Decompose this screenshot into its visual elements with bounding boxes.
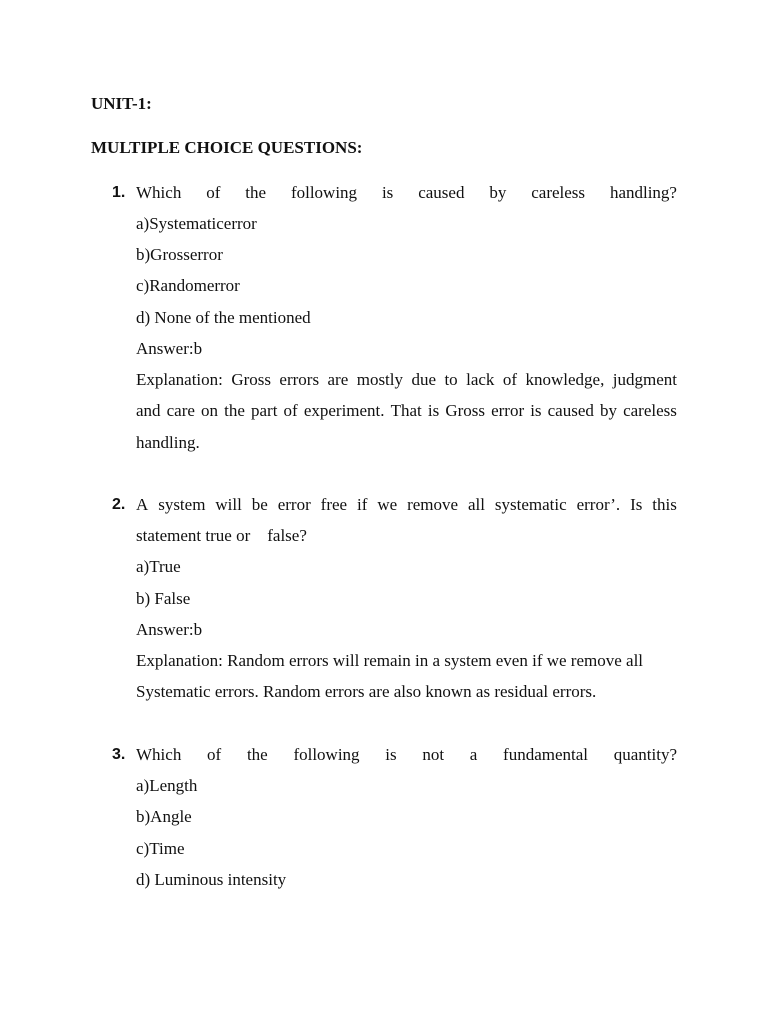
word: on [201, 401, 219, 420]
word: of [502, 370, 518, 389]
word: Which [136, 745, 182, 764]
unit-heading: UNIT-1: [91, 94, 152, 113]
word: this [652, 495, 677, 514]
word: error [491, 401, 525, 420]
word: That [390, 401, 422, 420]
question-stem: statement true or false? [136, 526, 307, 545]
explanation-line: handling. [136, 433, 200, 452]
word: errors [279, 370, 320, 389]
word: following [293, 745, 360, 764]
option-a: a)True [136, 557, 181, 576]
word: of [283, 401, 298, 420]
word: a [469, 745, 478, 764]
option-c: c)Randomerror [136, 276, 240, 295]
word: of [207, 745, 222, 764]
word: is [381, 183, 394, 202]
question-stem [136, 183, 677, 203]
word: we [377, 495, 398, 514]
word: by [600, 401, 617, 420]
question-number: 2. [112, 496, 126, 513]
explanation-line: Explanation: Random errors will remain in a system even if we remove all [136, 651, 644, 670]
word: error’. [576, 495, 621, 514]
word: careless [623, 401, 677, 420]
word: be [251, 495, 268, 514]
option-b: b)Angle [136, 807, 192, 826]
option-b: b)Grosserror [136, 245, 223, 264]
word: error [277, 495, 311, 514]
answer: Answer:b [136, 339, 203, 358]
word: careless [531, 183, 586, 202]
word: fundamental [503, 745, 589, 764]
word: caused [547, 401, 594, 420]
word: caused [418, 183, 465, 202]
word: Explanation: [136, 370, 223, 389]
word: mostly [356, 370, 404, 389]
word: care [166, 401, 195, 420]
mcq-heading: MULTIPLE CHOICE QUESTIONS: [91, 138, 363, 157]
word: Gross [445, 401, 485, 420]
word: systematic [494, 495, 567, 514]
option-c: c)Time [136, 839, 185, 858]
word: part [251, 401, 278, 420]
word: the [246, 745, 268, 764]
question-number: 1. [112, 184, 126, 201]
word: of [206, 183, 221, 202]
word: and [136, 401, 161, 420]
word: knowledge, [525, 370, 605, 389]
word: system [158, 495, 206, 514]
word: following [290, 183, 358, 202]
option-a: a)Systematicerror [136, 214, 257, 233]
word: to [444, 370, 458, 389]
word: is [427, 401, 440, 420]
word: handling? [609, 183, 677, 202]
word: remove [407, 495, 459, 514]
word: free [320, 495, 348, 514]
question-stem [136, 495, 677, 515]
answer: Answer:b [136, 620, 203, 639]
option-b: b) False [136, 589, 191, 608]
word: not [422, 745, 445, 764]
word: Gross [231, 370, 271, 389]
word: Which [136, 183, 182, 202]
word: A [136, 495, 149, 514]
word: is [385, 745, 397, 764]
explanation-line: Systematic errors. Random errors are also known as residual errors. [136, 682, 597, 701]
word: by [489, 183, 507, 202]
word: Is [630, 495, 643, 514]
word: the [245, 183, 267, 202]
option-a: a)Length [136, 776, 198, 795]
option-d: d) None of the mentioned [136, 308, 311, 327]
word: will [215, 495, 242, 514]
word: is [530, 401, 542, 420]
word: experiment. [303, 401, 385, 420]
word: are [327, 370, 349, 389]
question-number: 3. [112, 746, 126, 763]
word: all [467, 495, 485, 514]
explanation-line [136, 370, 677, 390]
word: judgment [612, 370, 677, 389]
word: the [224, 401, 245, 420]
word: if [357, 495, 368, 514]
word: lack [466, 370, 495, 389]
question-stem [136, 745, 677, 765]
word: quantity? [613, 745, 677, 764]
word: due [411, 370, 436, 389]
option-d: d) Luminous intensity [136, 870, 287, 889]
explanation-line [136, 401, 677, 421]
